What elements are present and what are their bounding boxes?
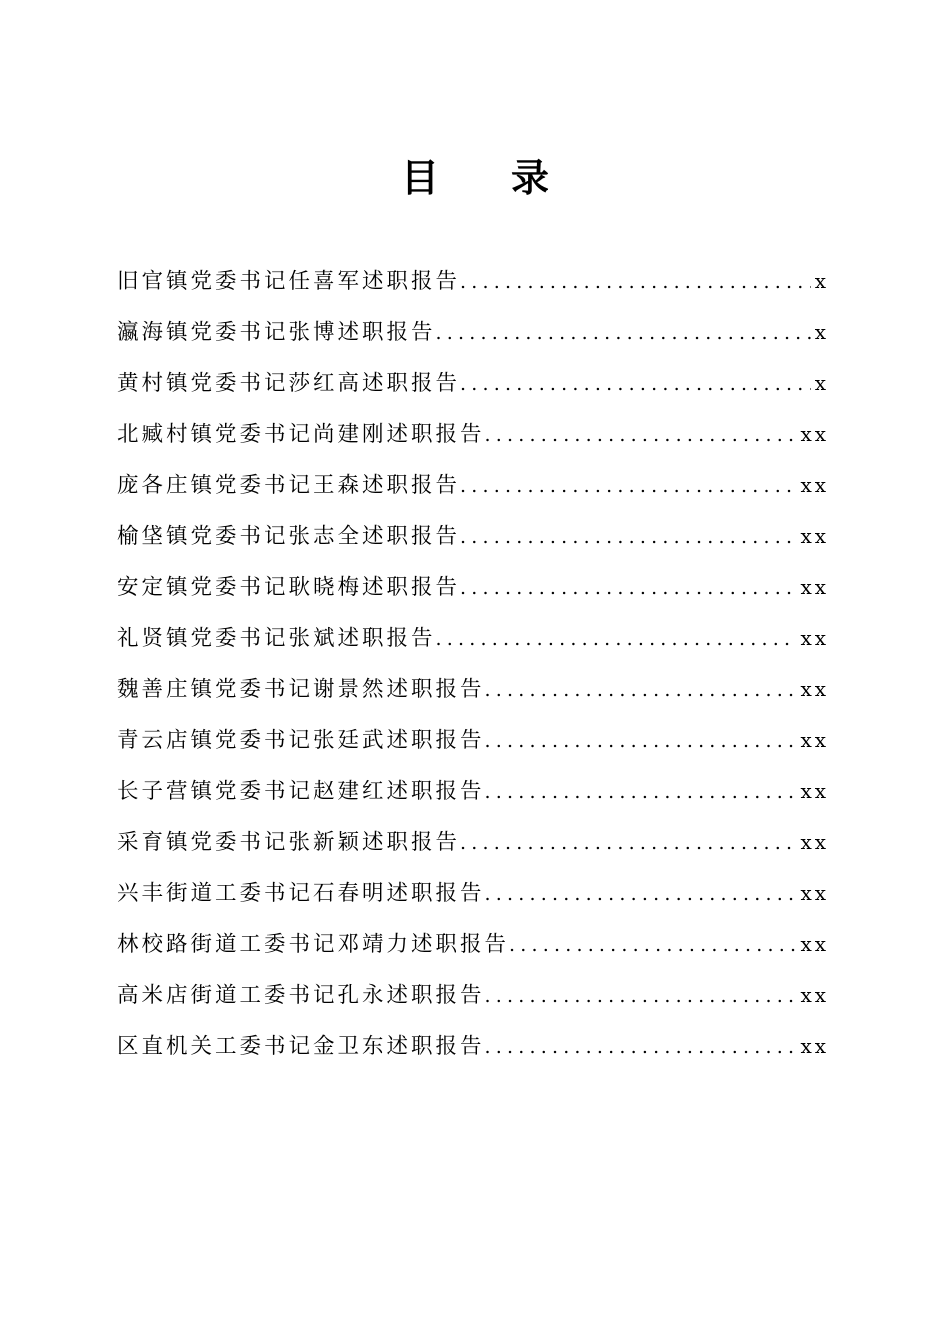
toc-entry-page: x <box>814 269 829 293</box>
toc-leader-dots <box>460 361 811 407</box>
toc-entry[interactable] <box>117 921 829 972</box>
toc-entry-title: 青云店镇党委书记张廷武述职报告 <box>117 728 485 753</box>
toc-entry[interactable] <box>117 258 829 309</box>
toc-entry-title: 北臧村镇党委书记尚建刚述职报告 <box>117 422 485 447</box>
toc-entry-page: x <box>814 320 829 344</box>
toc-entry-page: xx <box>800 473 829 497</box>
toc-entry-page: xx <box>800 575 829 599</box>
toc-entry-title: 长子营镇党委书记赵建红述职报告 <box>117 779 485 804</box>
toc-leader-dots <box>460 514 796 560</box>
toc-leader-dots <box>485 973 797 1019</box>
toc-title-char-1: 目 <box>400 155 439 200</box>
toc-entry-page: xx <box>800 881 829 905</box>
toc-entry[interactable] <box>117 513 829 564</box>
toc-list <box>117 258 829 1074</box>
toc-entry-title: 庞各庄镇党委书记王森述职报告 <box>117 473 461 498</box>
toc-entry[interactable] <box>117 360 829 411</box>
toc-entry-page: x <box>814 371 829 395</box>
toc-entry-page: xx <box>800 1034 829 1058</box>
toc-leader-dots <box>509 922 796 968</box>
toc-entry-page: xx <box>800 626 829 650</box>
toc-leader-dots <box>485 718 797 764</box>
toc-entry-page: xx <box>800 983 829 1007</box>
toc-leader-dots <box>436 616 797 662</box>
toc-entry-title: 兴丰街道工委书记石春明述职报告 <box>117 881 485 906</box>
toc-entry[interactable] <box>117 411 829 462</box>
toc-entry-page: xx <box>800 932 829 956</box>
toc-entry[interactable] <box>117 1023 829 1074</box>
toc-entry[interactable] <box>117 870 829 921</box>
toc-leader-dots <box>460 565 796 611</box>
toc-entry-title: 林校路街道工委书记邓靖力述职报告 <box>117 932 510 957</box>
toc-entry-title: 采育镇党委书记张新颖述职报告 <box>117 830 461 855</box>
toc-leader-dots <box>436 310 811 356</box>
toc-leader-dots <box>460 820 796 866</box>
toc-entry-title: 区直机关工委书记金卫东述职报告 <box>117 1034 485 1059</box>
toc-title-char-2: 录 <box>511 155 550 200</box>
toc-entry-title: 魏善庄镇党委书记谢景然述职报告 <box>117 677 485 702</box>
toc-entry-page: xx <box>800 524 829 548</box>
toc-entry-page: xx <box>800 677 829 701</box>
toc-entry-title: 瀛海镇党委书记张博述职报告 <box>117 320 436 345</box>
toc-entry[interactable] <box>117 819 829 870</box>
toc-entry[interactable] <box>117 309 829 360</box>
toc-entry[interactable] <box>117 717 829 768</box>
toc-entry-page: xx <box>800 779 829 803</box>
toc-entry-title: 旧官镇党委书记任喜军述职报告 <box>117 269 461 294</box>
toc-entry[interactable] <box>117 768 829 819</box>
toc-entry-page: xx <box>800 422 829 446</box>
toc-leader-dots <box>485 667 797 713</box>
toc-leader-dots <box>485 412 797 458</box>
toc-entry[interactable] <box>117 615 829 666</box>
toc-entry-title: 榆垡镇党委书记张志全述职报告 <box>117 524 461 549</box>
toc-entry[interactable] <box>117 972 829 1023</box>
toc-title <box>0 152 950 204</box>
toc-leader-dots <box>460 259 811 305</box>
toc-entry-title: 安定镇党委书记耿晓梅述职报告 <box>117 575 461 600</box>
toc-entry[interactable] <box>117 462 829 513</box>
toc-entry[interactable] <box>117 564 829 615</box>
toc-leader-dots <box>485 1024 797 1070</box>
toc-entry-title: 高米店街道工委书记孔永述职报告 <box>117 983 485 1008</box>
toc-entry-title: 礼贤镇党委书记张斌述职报告 <box>117 626 436 651</box>
toc-leader-dots <box>485 769 797 815</box>
toc-leader-dots <box>460 463 796 509</box>
toc-entry[interactable] <box>117 666 829 717</box>
toc-leader-dots <box>485 871 797 917</box>
toc-entry-page: xx <box>800 830 829 854</box>
toc-entry-title: 黄村镇党委书记莎红高述职报告 <box>117 371 461 396</box>
toc-entry-page: xx <box>800 728 829 752</box>
